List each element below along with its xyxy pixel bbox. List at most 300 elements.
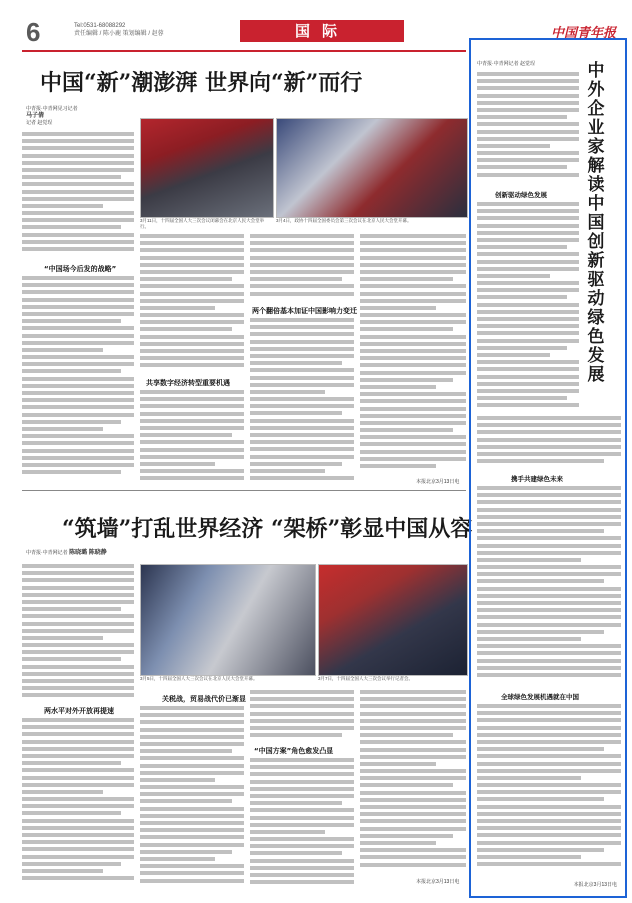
text-line (477, 151, 579, 155)
text-line (250, 704, 354, 708)
text-line (250, 712, 354, 716)
text-line (477, 623, 621, 627)
article2-photo-delegates[interactable] (140, 564, 316, 676)
text-line (360, 704, 466, 708)
text-line (250, 447, 354, 451)
text-line (22, 298, 134, 302)
text-line (477, 594, 621, 598)
text-line (140, 785, 244, 789)
article-divider (22, 490, 466, 491)
text-line (477, 848, 604, 852)
text-line (477, 601, 621, 605)
text-line (22, 869, 103, 873)
text-line (360, 414, 466, 418)
text-line (250, 383, 354, 387)
editor-line: 责任编辑 / 陈小鹿 策划编辑 / 赵蓉 (74, 31, 164, 37)
text-line (22, 819, 134, 823)
text-line (477, 108, 579, 112)
text-line (140, 306, 215, 310)
text-line (360, 819, 466, 823)
text-line (360, 762, 436, 766)
text-line (22, 233, 134, 237)
text-line (250, 726, 354, 730)
sidebar-body-2 (477, 202, 579, 412)
text-line (140, 749, 232, 753)
text-line (140, 857, 215, 861)
text-line (477, 812, 621, 816)
text-line (360, 827, 466, 831)
text-line (22, 665, 134, 669)
text-line (22, 355, 134, 359)
article1-body-col1b (22, 276, 134, 484)
text-line (360, 241, 466, 245)
text-line (477, 862, 621, 866)
text-line (360, 299, 466, 303)
text-line (477, 637, 581, 641)
text-line (360, 719, 466, 723)
text-line (22, 420, 121, 424)
text-line (22, 650, 134, 654)
text-line (22, 718, 134, 722)
text-line (477, 558, 581, 562)
article1-body-col3b (250, 318, 354, 484)
text-line (477, 529, 604, 533)
article2-subhead-2: 关税战，贸易战代价已渐显 (162, 695, 246, 703)
text-line (250, 426, 354, 430)
text-line (140, 771, 244, 775)
text-line (22, 204, 103, 208)
text-line (250, 733, 342, 737)
article2-headline[interactable]: “筑墙”打乱世界经济 “架桥”彰显中国从容 (62, 516, 473, 542)
text-line (140, 706, 244, 710)
text-line (140, 433, 232, 437)
text-line (477, 72, 579, 76)
text-line (360, 292, 466, 296)
text-line (250, 866, 354, 870)
main-articles (22, 52, 473, 892)
article1-headline[interactable]: 中国“新”潮澎湃 世界向“新”而行 (40, 70, 363, 96)
text-line (250, 390, 325, 394)
article1-photo-congress[interactable] (140, 118, 274, 218)
text-line (477, 659, 621, 663)
text-line (250, 419, 354, 423)
article2-photo-press[interactable] (318, 564, 468, 676)
text-line (360, 450, 466, 454)
text-line (360, 442, 466, 446)
text-line (250, 873, 354, 877)
byline-org: 中青报·中青网记者 (26, 550, 68, 556)
text-line (250, 837, 354, 841)
text-line (140, 397, 244, 401)
text-line (360, 697, 466, 701)
text-line (22, 593, 134, 597)
text-line (477, 144, 550, 148)
text-line (22, 600, 134, 604)
text-line (360, 776, 466, 780)
text-line (250, 354, 354, 358)
text-line (477, 493, 621, 497)
text-line (360, 342, 466, 346)
text-line (140, 864, 244, 868)
text-line (22, 564, 134, 568)
text-line (250, 765, 354, 769)
text-line (22, 283, 134, 287)
text-line (477, 303, 579, 307)
text-line (360, 755, 466, 759)
text-line (22, 456, 134, 460)
text-line (477, 238, 579, 242)
sidebar-subhead-1: 创新驱动绿色发展 (495, 191, 547, 199)
text-line (140, 349, 244, 353)
text-line (477, 615, 621, 619)
text-line (360, 349, 466, 353)
text-line (360, 812, 466, 816)
text-line (22, 154, 134, 158)
text-line (477, 224, 579, 228)
text-line (477, 130, 579, 134)
text-line (250, 361, 342, 365)
text-line (250, 469, 325, 473)
text-line (250, 325, 354, 329)
text-line (22, 384, 134, 388)
text-line (22, 218, 134, 222)
text-line (477, 630, 604, 634)
text-line (477, 651, 621, 655)
text-line (477, 666, 621, 670)
text-line (22, 441, 134, 445)
text-line (250, 248, 354, 252)
text-line (22, 305, 134, 309)
sidebar-subhead-3: 全球绿色发展机遇就在中国 (501, 693, 579, 701)
text-line (477, 726, 621, 730)
text-line (22, 312, 134, 316)
text-line (477, 317, 579, 321)
text-line (477, 673, 621, 677)
text-line (22, 247, 134, 251)
text-line (360, 855, 466, 859)
text-line (140, 792, 244, 796)
text-line (477, 231, 579, 235)
article1-subhead-1: “中国场今后发的战略” (44, 265, 117, 273)
text-line (140, 843, 244, 847)
text-line (22, 175, 121, 179)
text-line (360, 798, 466, 802)
text-line (477, 459, 604, 463)
text-line (22, 571, 134, 575)
text-line (22, 747, 134, 751)
text-line (360, 457, 466, 461)
text-line (22, 290, 134, 294)
text-line (22, 607, 121, 611)
article1-body-col3 (250, 234, 354, 300)
text-line (477, 423, 621, 427)
text-line (477, 115, 567, 119)
sidebar-body-3 (477, 416, 621, 468)
text-line (140, 320, 244, 324)
text-line (250, 256, 354, 260)
article2-body-col3b (250, 758, 354, 888)
tel-line: Tel:0531-68088292 (74, 23, 126, 29)
article2-body-col4 (360, 690, 466, 876)
text-line (477, 331, 579, 335)
text-line (250, 397, 354, 401)
article2-subhead-1: 两水平对外开放再提速 (44, 707, 114, 715)
text-line (477, 158, 579, 162)
text-line (250, 859, 354, 863)
text-line (477, 754, 621, 758)
article1-caption-1: 3月11日，十四届全国人大三次会议闭幕会在北京人民大会堂举行。 (140, 218, 265, 229)
text-line (22, 862, 121, 866)
text-line (360, 356, 466, 360)
article1-byline (26, 106, 116, 127)
text-line (140, 476, 244, 480)
text-line (22, 686, 134, 690)
text-line (477, 565, 621, 569)
text-line (477, 826, 621, 830)
text-line (477, 245, 567, 249)
section-title: 国际 (240, 20, 404, 42)
text-line (477, 165, 567, 169)
text-line (140, 735, 244, 739)
text-line (140, 756, 244, 760)
text-line (140, 879, 244, 883)
text-line (250, 292, 354, 296)
text-line (250, 794, 354, 798)
text-line (477, 438, 621, 442)
text-line (22, 434, 134, 438)
text-line (477, 783, 621, 787)
text-line (140, 390, 244, 394)
text-line (360, 320, 466, 324)
text-line (140, 462, 215, 466)
text-line (140, 440, 244, 444)
text-line (22, 797, 134, 801)
text-line (22, 740, 134, 744)
text-line (477, 544, 621, 548)
text-line (477, 587, 621, 591)
text-line (360, 863, 466, 867)
text-line (22, 811, 121, 815)
text-line (477, 762, 621, 766)
text-line (140, 248, 244, 252)
byline-org: 中青报·中青网见习记者 (26, 106, 78, 112)
text-line (360, 234, 466, 238)
text-line (477, 416, 621, 420)
text-line (22, 876, 134, 880)
text-line (360, 421, 466, 425)
text-line (360, 712, 466, 716)
text-line (477, 551, 621, 555)
text-line (360, 399, 466, 403)
text-line (360, 263, 466, 267)
text-line (360, 769, 466, 773)
text-line (477, 101, 579, 105)
text-line (22, 211, 134, 215)
text-line (477, 833, 621, 837)
text-line (477, 360, 579, 364)
text-line (140, 412, 244, 416)
sidebar-subhead-2: 携手共建绿色未来 (511, 475, 563, 483)
article2-endnote: 本报北京3月13日电 (416, 879, 460, 885)
text-line (250, 270, 354, 274)
article1-endnote: 本报北京3月13日电 (416, 479, 460, 485)
text-line (22, 413, 134, 417)
article2-body-col3 (250, 690, 354, 742)
text-line (477, 382, 579, 386)
text-line (22, 586, 134, 590)
text-line (22, 622, 134, 626)
text-line (360, 464, 436, 468)
text-line (22, 761, 121, 765)
article1-photo-hall[interactable] (276, 118, 468, 218)
text-line (140, 799, 232, 803)
text-line (477, 396, 567, 400)
text-line (140, 807, 244, 811)
text-line (250, 808, 354, 812)
text-line (22, 826, 134, 830)
text-line (360, 327, 453, 331)
text-line (250, 844, 354, 848)
text-line (22, 240, 134, 244)
article2-body-col1b (22, 718, 134, 888)
text-line (250, 234, 354, 238)
text-line (250, 277, 342, 281)
text-line (140, 778, 215, 782)
text-line (140, 821, 244, 825)
text-line (250, 455, 354, 459)
text-line (22, 629, 134, 633)
text-line (22, 405, 134, 409)
text-line (477, 486, 621, 490)
text-line (477, 508, 621, 512)
text-line (360, 256, 466, 260)
text-line (140, 292, 244, 296)
text-line (477, 790, 621, 794)
text-line (22, 276, 134, 280)
sidebar-title[interactable]: 中外企业家解读中国创新驱动绿色发展 (587, 61, 605, 385)
text-line (477, 769, 621, 773)
text-line (360, 306, 436, 310)
editor-info (74, 22, 164, 38)
text-line (250, 433, 354, 437)
text-line (477, 430, 621, 434)
text-line (477, 389, 579, 393)
text-line (360, 378, 453, 382)
text-line (360, 248, 466, 252)
text-line (477, 339, 579, 343)
text-line (140, 448, 244, 452)
text-line (477, 733, 621, 737)
text-line (22, 334, 134, 338)
text-line (477, 536, 621, 540)
text-line (140, 263, 244, 267)
text-line (22, 197, 134, 201)
text-line (477, 122, 579, 126)
article1-subhead-2: 共享数字经济转型重要机遇 (146, 379, 230, 387)
text-line (140, 363, 244, 367)
text-line (22, 614, 134, 618)
page-number: 6 (26, 17, 41, 47)
text-line (477, 797, 604, 801)
text-line (477, 346, 567, 350)
text-line (477, 173, 579, 177)
text-line (22, 168, 134, 172)
text-line (250, 411, 342, 415)
text-line (477, 137, 579, 141)
text-line (250, 376, 354, 380)
article2-byline (26, 550, 226, 557)
text-line (250, 241, 354, 245)
text-line (477, 79, 579, 83)
text-line (140, 256, 244, 260)
text-line (140, 299, 244, 303)
text-line (477, 841, 621, 845)
text-line (140, 356, 244, 360)
text-line (477, 819, 621, 823)
text-line (140, 871, 244, 875)
text-line (140, 284, 244, 288)
text-line (360, 435, 466, 439)
text-line (360, 805, 466, 809)
text-line (140, 419, 244, 423)
text-line (140, 277, 232, 281)
text-line (22, 341, 134, 345)
text-line (22, 768, 134, 772)
byline-author: 马子倩 (26, 113, 45, 119)
text-line (22, 693, 134, 697)
text-line (477, 267, 579, 271)
text-line (22, 657, 121, 661)
text-line (250, 284, 354, 288)
text-line (22, 369, 121, 373)
text-line (477, 252, 579, 256)
text-line (477, 704, 621, 708)
article1-caption-2: 3月4日，政协十四届全国委员会第三次会议在北京人民大会堂开幕。 (276, 218, 412, 223)
text-line (22, 636, 103, 640)
text-line (250, 780, 354, 784)
text-line (22, 847, 134, 851)
text-line (250, 263, 354, 267)
text-line (140, 234, 244, 238)
text-line (22, 139, 134, 143)
text-line (22, 182, 134, 186)
text-line (22, 470, 121, 474)
text-line (360, 733, 453, 737)
article1-body-col2 (140, 234, 244, 372)
article1-subhead-3: 两个翻倍基本加证中国影响力变迁 (252, 307, 357, 315)
text-line (477, 644, 621, 648)
text-line (22, 146, 134, 150)
text-line (140, 455, 244, 459)
text-line (477, 608, 621, 612)
text-line (22, 672, 134, 676)
text-line (360, 385, 436, 389)
text-line (22, 463, 134, 467)
text-line (22, 776, 134, 780)
text-line (477, 94, 579, 98)
sidebar-endnote: 本报北京3月13日电 (573, 882, 617, 888)
sidebar-article[interactable] (469, 38, 627, 898)
text-line (360, 848, 466, 852)
text-line (360, 841, 436, 845)
article2-subhead-3: “中国方案”角色愈发凸显 (254, 747, 334, 755)
text-line (22, 190, 134, 194)
text-line (477, 500, 621, 504)
text-line (22, 725, 134, 729)
text-line (250, 690, 354, 694)
text-line (140, 404, 244, 408)
text-line (22, 377, 134, 381)
